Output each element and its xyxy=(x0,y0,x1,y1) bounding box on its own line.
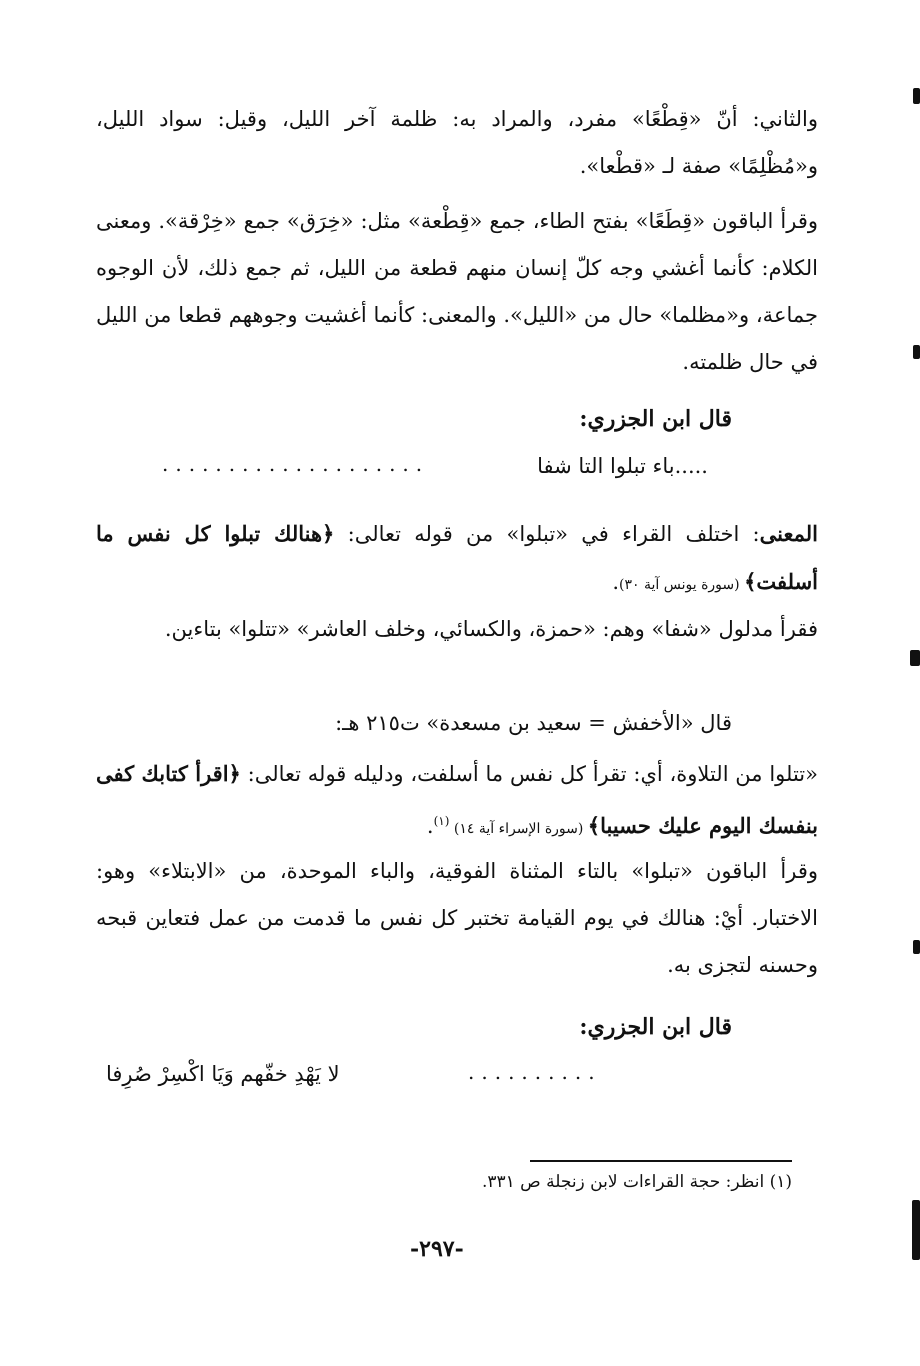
heading-ibn-aljazari-1: قال ابن الجزري: xyxy=(579,406,732,432)
verse-dots-2: .......... xyxy=(468,1060,602,1084)
verse-line-2: لا يَهْدِ خفّهم وَيَا اكْسِرْ صُرِفا xyxy=(106,1062,340,1086)
paragraph-4: فقرأ مدلول «شفا» وهم: «حمزة، والكسائي، وخلف العاشر» «تتلوا» بتاءين. xyxy=(164,617,818,641)
footnote-marker: (١) xyxy=(433,814,450,828)
scan-edge-mark xyxy=(913,88,920,104)
verse-line-1: .....باء تبلوا التا شفا xyxy=(537,454,708,478)
paragraph-7: وقرأ الباقون «تبلوا» بالتاء المثناة الفوقية، والباء الموحدة، من «الابتلاء» وهو: الاختبار. أيْ: هنالك في يوم القيامة تختبر كل نفس ما قدمت من عمل فتعاين قبحه وحسنه لتجزى به. xyxy=(96,859,818,977)
footnote-separator xyxy=(530,1160,792,1162)
heading-ibn-aljazari-2: قال ابن الجزري: xyxy=(579,1014,732,1040)
paragraph-6-end: . xyxy=(426,814,434,838)
paragraph-3 xyxy=(96,510,818,609)
scan-edge-mark xyxy=(910,650,920,666)
paragraph-3-end: . xyxy=(612,570,620,594)
paragraph-2: وقرأ الباقون «قِطَعًا» بفتح الطاء، جمع «قِطْعة» مثل: «خِرَق» جمع «خِرْقة». ومعنى الكلام: كأنما أغشي وجه كلّ إنسان منهم قطعة من الليل، ثم جمع ذلك، لأن الوجوه جماعة، و«مظلما» حال من «الليل». والمعنى: كأنما أغشيت وجوههم قطعا من الليل في حال ظلمته. xyxy=(96,209,818,374)
paragraph-6 xyxy=(96,750,818,853)
quran-quote-2: ﴿اقرأ كتابك كفى بنفسك اليوم عليك حسيبا﴾ xyxy=(96,761,818,838)
quran-citation-2: (سورة الإسراء آية ١٤) xyxy=(449,821,588,837)
paragraph-3-text: : اختلف القراء في «تبلوا» من قوله تعالى: xyxy=(334,522,760,546)
scan-edge-mark xyxy=(912,1200,920,1260)
verse-dots-1: .................... xyxy=(162,452,430,476)
paragraph-5: قال «الأخفش = سعيد بن مسعدة» ت٢١٥ هـ: xyxy=(335,711,732,735)
paragraph-6-text: «تتلوا من التلاوة، أي: تقرأ كل نفس ما أسلفت، ودليله قوله تعالى: xyxy=(240,762,818,786)
quran-quote-1: ﴿هنالك تبلوا كل نفس ما أسلفت﴾ xyxy=(96,521,818,594)
page-number: -٢٩٧- xyxy=(410,1236,464,1262)
scan-edge-mark xyxy=(913,940,920,954)
scan-edge-mark xyxy=(913,345,920,359)
quran-citation-1: (سورة يونس آية ٣٠) xyxy=(619,577,745,593)
footnote: (١) انظر: حجة القراءات لابن زنجلة ص ٣٣١. xyxy=(481,1172,792,1192)
paragraph-1: والثاني: أنّ «قِطْعًا» مفرد، والمراد به: ظلمة آخر الليل، وقيل: سواد الليل، و«مُظْلِمًا» صفة لـ «قطْعا». xyxy=(96,107,818,178)
meaning-label: المعنى xyxy=(759,521,818,546)
